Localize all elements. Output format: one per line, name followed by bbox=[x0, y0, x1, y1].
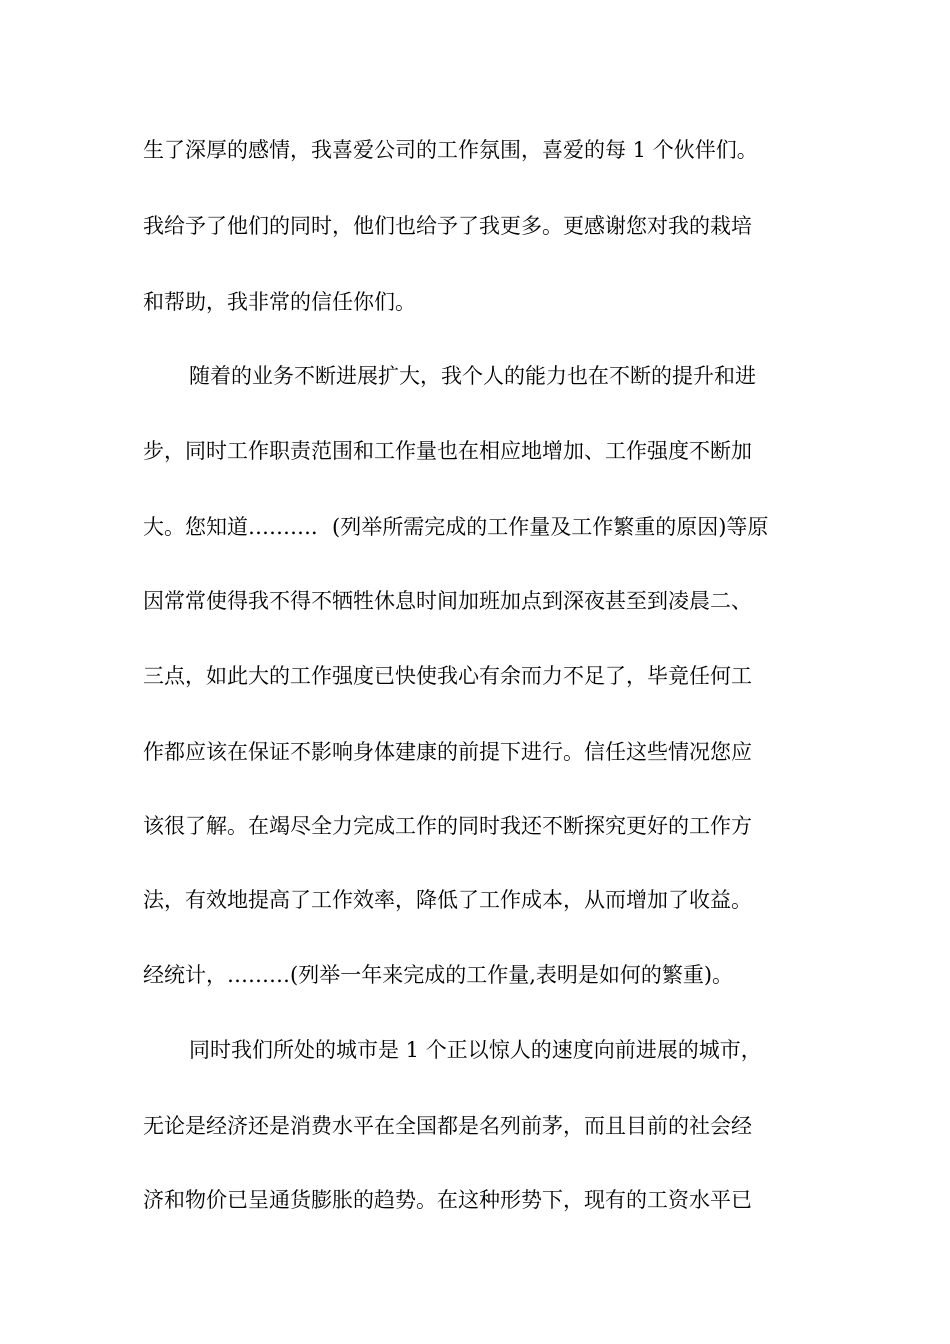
text-line-8: 三点，如此大的工作强度已快使我心有余而力不足了，毕竟任何工 bbox=[143, 664, 752, 688]
text-line-5: 步，同时工作职责范围和工作量也在相应地增加、工作强度不断加 bbox=[143, 439, 752, 463]
text-line-15: 济和物价已呈通货膨胀的趋势。在这种形势下，现有的工资水平已 bbox=[143, 1188, 752, 1212]
text-line-10: 该很了解。在竭尽全力完成工作的同时我还不断探究更好的工作方 bbox=[143, 814, 752, 838]
text-line-12: 经统计，………(列举一年来完成的工作量,表明是如何的繁重)。 bbox=[143, 963, 734, 987]
text-line-9: 作都应该在保证不影响身体建康的前提下进行。信任这些情况您应 bbox=[143, 740, 752, 764]
text-line-3: 和帮助，我非常的信任你们。 bbox=[143, 290, 416, 314]
text-line-7: 因常常使得我不得不牺牲休息时间加班加点到深夜甚至到凌晨二、 bbox=[143, 589, 752, 613]
text-line-2: 我给予了他们的同时，他们也给予了我更多。更感谢您对我的栽培 bbox=[143, 214, 752, 238]
text-line-11: 法，有效地提高了工作效率，降低了工作成本，从而增加了收益。 bbox=[143, 888, 752, 912]
text-line-13: 同时我们所处的城市是 1 个正以惊人的速度向前进展的城市， bbox=[189, 1038, 762, 1062]
text-line-6: 大。您知道………．(列举所需完成的工作量及工作繁重的原因)等原 bbox=[143, 515, 769, 539]
text-line-14: 无论是经济还是消费水平在全国都是名列前茅，而且目前的社会经 bbox=[143, 1114, 752, 1138]
text-line-1: 生了深厚的感情，我喜爱公司的工作氛围，喜爱的每 1 个伙伴们。 bbox=[143, 138, 758, 162]
text-line-4: 随着的业务不断进展扩大，我个人的能力也在不断的提升和进 bbox=[189, 364, 756, 388]
